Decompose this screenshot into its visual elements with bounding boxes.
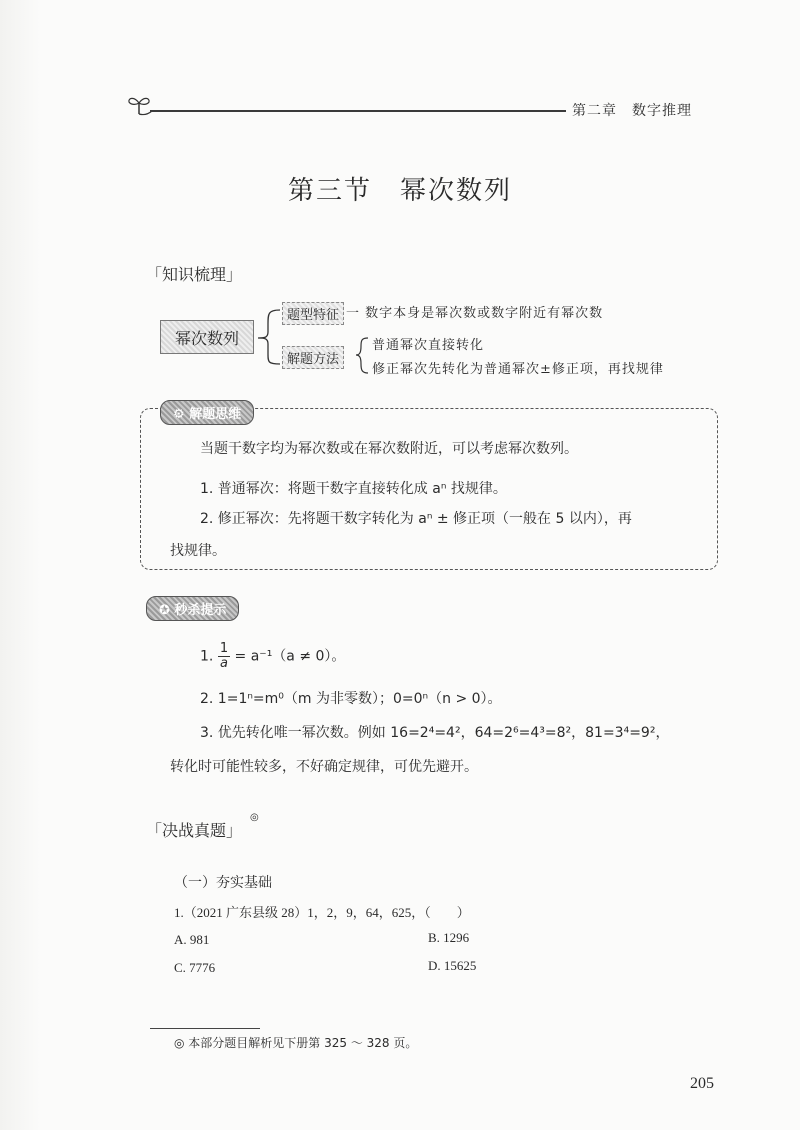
feature-tag: 题型特征: [282, 302, 344, 325]
chapter-title: 第二章 数字推理: [572, 103, 692, 119]
tips-label: ✪ 秒杀提示: [146, 596, 239, 621]
thinking-intro: 当题干数字均为幂次数或在幂次数附近，可以考虑幂次数列。: [200, 441, 578, 457]
option-d: D. 15625: [428, 958, 477, 973]
bulb-icon: ✪: [159, 603, 175, 618]
method-item-2: 修正幂次先转化为普通幂次±修正项，再找规律: [372, 362, 664, 377]
note-marker-icon: ◎: [174, 1036, 189, 1050]
method-brace: [354, 336, 370, 376]
section-title: 第三节 幂次数列: [287, 176, 512, 206]
question-1: 1.（2021 广东县级 28）1，2，9，64，625，（ ）: [174, 905, 470, 920]
option-a: A. 981: [174, 932, 210, 947]
knowledge-heading: 「知识梳理」: [146, 265, 243, 284]
footnote-rule: [150, 1028, 260, 1029]
thinking-item-2: 2. 修正幂次：先将题干数字转化为 aⁿ ± 修正项（一般在 5 以内），再: [200, 511, 632, 527]
tip-3: 3. 优先转化唯一幂次数。例如 16=2⁴=4²，64=2⁶=4³=8²，81=3⁴=9²，: [200, 725, 670, 741]
option-b: B. 1296: [428, 930, 470, 945]
tip-3-cont: 转化时可能性较多，不好确定规律，可优先避开。: [170, 759, 478, 775]
exam-subheading: （一）夯实基础: [174, 875, 272, 891]
thinking-item-1: 1. 普通幂次：将题干数字直接转化成 aⁿ 找规律。: [200, 481, 507, 497]
sprout-icon: [126, 94, 152, 116]
method-item-1: 普通幂次直接转化: [372, 338, 485, 353]
note-marker-icon: ◎: [250, 812, 259, 823]
tip-1: 1. $\frac{1}{a}$ = a⁻¹（a ≠ 0）。: [200, 641, 346, 671]
feature-text: 一 数字本身是幂次数或数字附近有幂次数: [346, 306, 604, 321]
header-rule: [150, 110, 566, 112]
fraction: $\frac{1}{a}$: [219, 641, 229, 671]
method-tag: 解题方法: [282, 346, 344, 369]
thinking-item-2-cont: 找规律。: [170, 543, 226, 559]
topic-box: 幂次数列: [160, 320, 254, 354]
exam-heading: 「决战真题」: [146, 821, 243, 840]
tip-2: 2. 1=1ⁿ=m⁰（m 为非零数）；0=0ⁿ（n > 0）。: [200, 691, 502, 707]
option-c: C. 7776: [174, 960, 216, 975]
thinking-label: ⚙ 解题思维: [160, 400, 254, 425]
footnote: ◎ 本部分题目解析见下册第 325 ～ 328 页。: [174, 1036, 418, 1050]
page-number: 205: [690, 1075, 714, 1092]
gear-icon: ⚙: [173, 407, 190, 422]
